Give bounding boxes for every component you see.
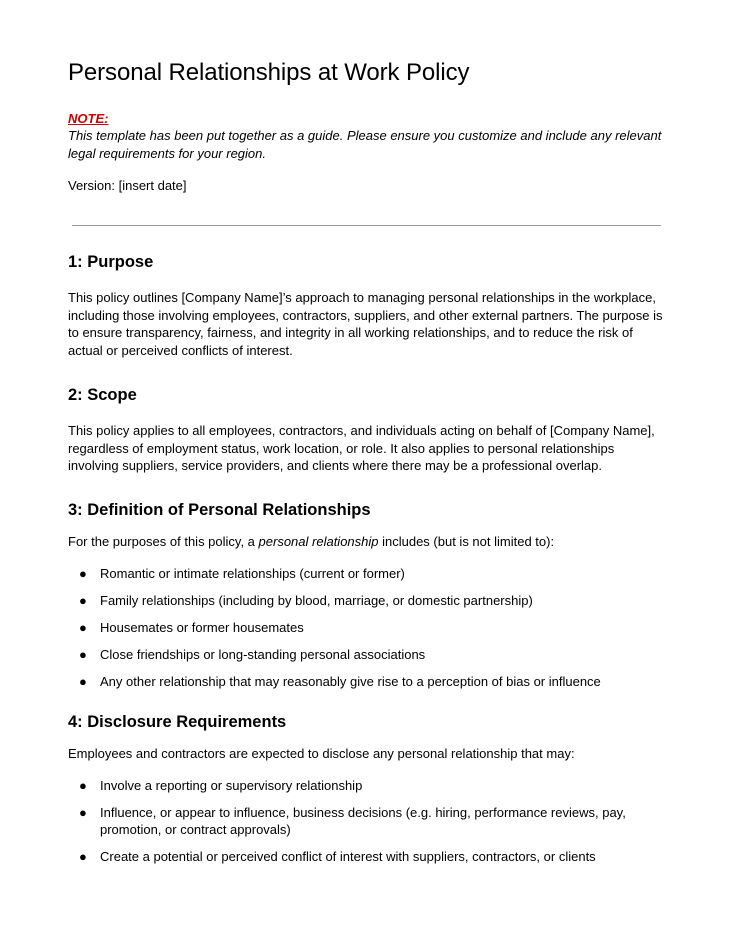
bullet-icon: ● <box>79 565 87 581</box>
definition-intro-before: For the purposes of this policy, a <box>68 533 259 549</box>
bullet-icon: ● <box>79 804 87 820</box>
bullet-icon: ● <box>79 619 87 635</box>
definition-intro-after: includes (but is not limited to): <box>378 533 555 549</box>
section-heading-disclosure: 4: Disclosure Requirements <box>68 713 287 732</box>
list-item-text: Create a potential or perceived conflict of interest with suppliers, contractors, or clients <box>100 849 596 865</box>
list-item-text: Housemates or former housemates <box>100 619 304 635</box>
note-label: NOTE: <box>68 111 109 126</box>
version-line: Version: [insert date] <box>68 178 187 193</box>
list-item <box>68 619 663 637</box>
definition-intro-emphasis: personal relationship <box>258 533 379 549</box>
section-heading-scope: 2: Scope <box>68 385 137 404</box>
bullet-icon: ● <box>79 777 87 793</box>
bullet-icon: ● <box>79 646 87 662</box>
bullet-icon: ● <box>79 592 87 608</box>
list-item <box>68 777 663 795</box>
disclosure-bullet-list <box>68 777 663 866</box>
scope-paragraph: This policy applies to all employees, contractors, and individuals acting on behalf of [Company Name], regardless of employment status, work location, or role. It also applies to personal relationships involving suppliers, service providers, and clients where there may be a professional overlap. <box>68 422 655 474</box>
bullet-icon: ● <box>79 673 87 689</box>
list-item <box>68 646 663 664</box>
section-heading-definition: 3: Definition of Personal Relationships <box>68 500 371 519</box>
disclosure-intro: Employees and contractors are expected to disclose any personal relationship that may: <box>68 746 575 762</box>
section-heading-purpose: 1: Purpose <box>68 253 154 271</box>
purpose-paragraph: This policy outlines [Company Name]’s approach to managing personal relationships in the workplace, including those involving employees, contractors, suppliers, and other external partners. The purpose is to ensure transparency, fairness, and integrity in all working relationships, and to reduce the risk of actual or perceived conflicts of interest. <box>68 290 663 359</box>
definition-bullet-list <box>68 565 663 691</box>
list-item <box>68 592 663 610</box>
bullet-icon: ● <box>79 849 87 865</box>
list-item-text: Involve a reporting or supervisory relationship <box>100 777 363 793</box>
list-item-text: Romantic or intimate relationships (current or former) <box>100 565 405 581</box>
list-item-text: Family relationships (including by blood, marriage, or domestic partnership) <box>100 592 533 608</box>
definition-intro <box>68 533 663 551</box>
list-item-text: Any other relationship that may reasonably give rise to a perception of bias or influence <box>100 673 601 689</box>
document-title: Personal Relationships at Work Policy <box>68 59 470 86</box>
list-item-text: Close friendships or long-standing personal associations <box>100 646 426 662</box>
list-item-text: Influence, or appear to influence, business decisions (e.g. hiring, performance reviews, pay, promotion, or contract approvals) <box>100 804 626 838</box>
list-item <box>68 804 663 839</box>
note-text: This template has been put together as a guide. Please ensure you customize and include any relevant legal requirements for your region. <box>68 128 662 161</box>
list-item <box>68 565 663 583</box>
horizontal-divider <box>72 225 661 226</box>
list-item <box>68 848 663 866</box>
list-item <box>68 673 663 691</box>
